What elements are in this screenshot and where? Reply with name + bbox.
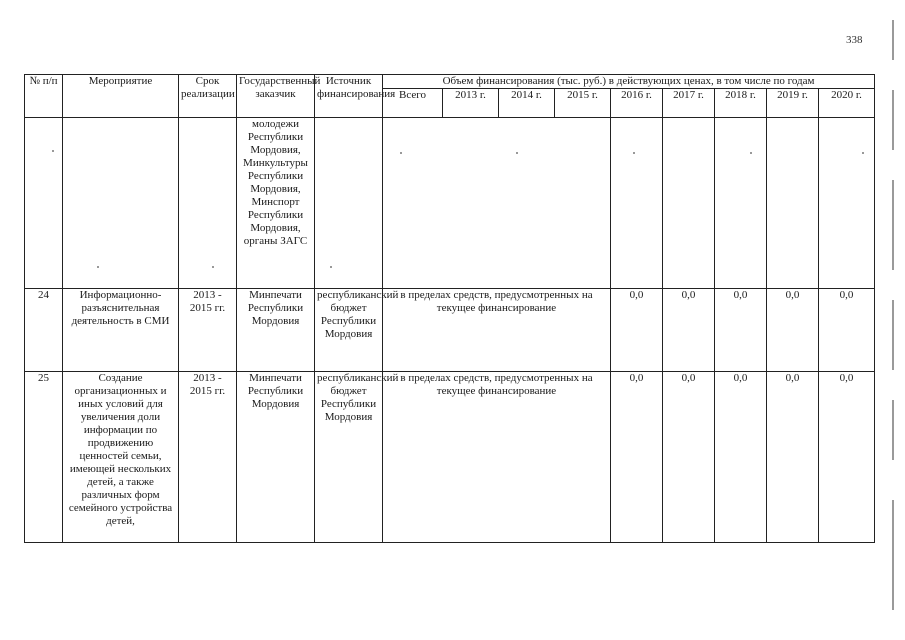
scan-speck <box>516 152 518 154</box>
cell-term: 2013 - 2015 гг. <box>179 371 237 542</box>
scan-edge-artifact <box>884 0 904 640</box>
cell-value <box>715 117 767 288</box>
cell-merged-funding: в пределах средств, предусмотренных на текущее финансирование <box>383 371 611 542</box>
cell-merged-funding <box>383 117 611 288</box>
cell-no <box>25 117 63 288</box>
cell-source: республиканский бюджет Республики Мордовия <box>315 371 383 542</box>
scan-speck <box>52 150 54 152</box>
cell-event: Создание организационных и иных условий для увеличения доли информации по продвижению ценностей семьи, имеющей нескольких детей, а также различных форм семейного устройства детей, <box>63 371 179 542</box>
scan-speck <box>212 266 214 268</box>
header-year: 2017 г. <box>663 88 715 117</box>
cell-value: 0,0 <box>715 288 767 371</box>
cell-value: 0,0 <box>611 371 663 542</box>
header-term: Срок реализации <box>179 75 237 118</box>
scan-speck <box>633 152 635 154</box>
cell-value: 0,0 <box>819 288 875 371</box>
table-row-24 <box>25 288 875 371</box>
cell-value: 0,0 <box>767 371 819 542</box>
header-source: Источник финансирования <box>315 75 383 118</box>
cell-value: 0,0 <box>715 371 767 542</box>
cell-value <box>819 117 875 288</box>
funding-table <box>24 74 875 543</box>
scan-speck <box>330 266 332 268</box>
cell-no: 25 <box>25 371 63 542</box>
cell-value <box>767 117 819 288</box>
cell-value: 0,0 <box>767 288 819 371</box>
cell-event: Информационно-разъяснительная деятельность в СМИ <box>63 288 179 371</box>
scan-speck <box>400 152 402 154</box>
header-year: 2014 г. <box>499 88 555 117</box>
cell-event <box>63 117 179 288</box>
cell-value <box>663 117 715 288</box>
cell-merged-funding: в пределах средств, предусмотренных на текущее финансирование <box>383 288 611 371</box>
table-row-25 <box>25 371 875 542</box>
header-row <box>25 75 875 89</box>
header-funding: Объем финансирования (тыс. руб.) в действующих ценах, в том числе по годам <box>383 75 875 89</box>
cell-term <box>179 117 237 288</box>
table-row-continuation <box>25 117 875 288</box>
header-year: 2019 г. <box>767 88 819 117</box>
header-event: Мероприятие <box>63 75 179 118</box>
cell-value <box>611 117 663 288</box>
cell-customer: молодежи Республики Мордовия, Минкультуры Республики Мордовия, Минспорт Республики Мордовия, органы ЗАГС <box>237 117 315 288</box>
cell-source <box>315 117 383 288</box>
header-year: 2013 г. <box>443 88 499 117</box>
header-year: 2020 г. <box>819 88 875 117</box>
cell-term: 2013 - 2015 гг. <box>179 288 237 371</box>
cell-customer: Минпечати Республики Мордовия <box>237 371 315 542</box>
cell-value: 0,0 <box>663 371 715 542</box>
header-year: 2015 г. <box>555 88 611 117</box>
cell-value: 0,0 <box>663 288 715 371</box>
header-year: 2018 г. <box>715 88 767 117</box>
header-no: № п/п <box>25 75 63 118</box>
header-year: 2016 г. <box>611 88 663 117</box>
scan-speck <box>97 266 99 268</box>
header-customer: Государственный заказчик <box>237 75 315 118</box>
cell-source: республиканский бюджет Республики Мордовия <box>315 288 383 371</box>
cell-value: 0,0 <box>819 371 875 542</box>
page-number: 338 <box>846 34 863 46</box>
cell-customer: Минпечати Республики Мордовия <box>237 288 315 371</box>
scan-speck <box>750 152 752 154</box>
cell-value: 0,0 <box>611 288 663 371</box>
header-year: Всего <box>383 88 443 117</box>
cell-no: 24 <box>25 288 63 371</box>
scan-speck <box>862 152 864 154</box>
